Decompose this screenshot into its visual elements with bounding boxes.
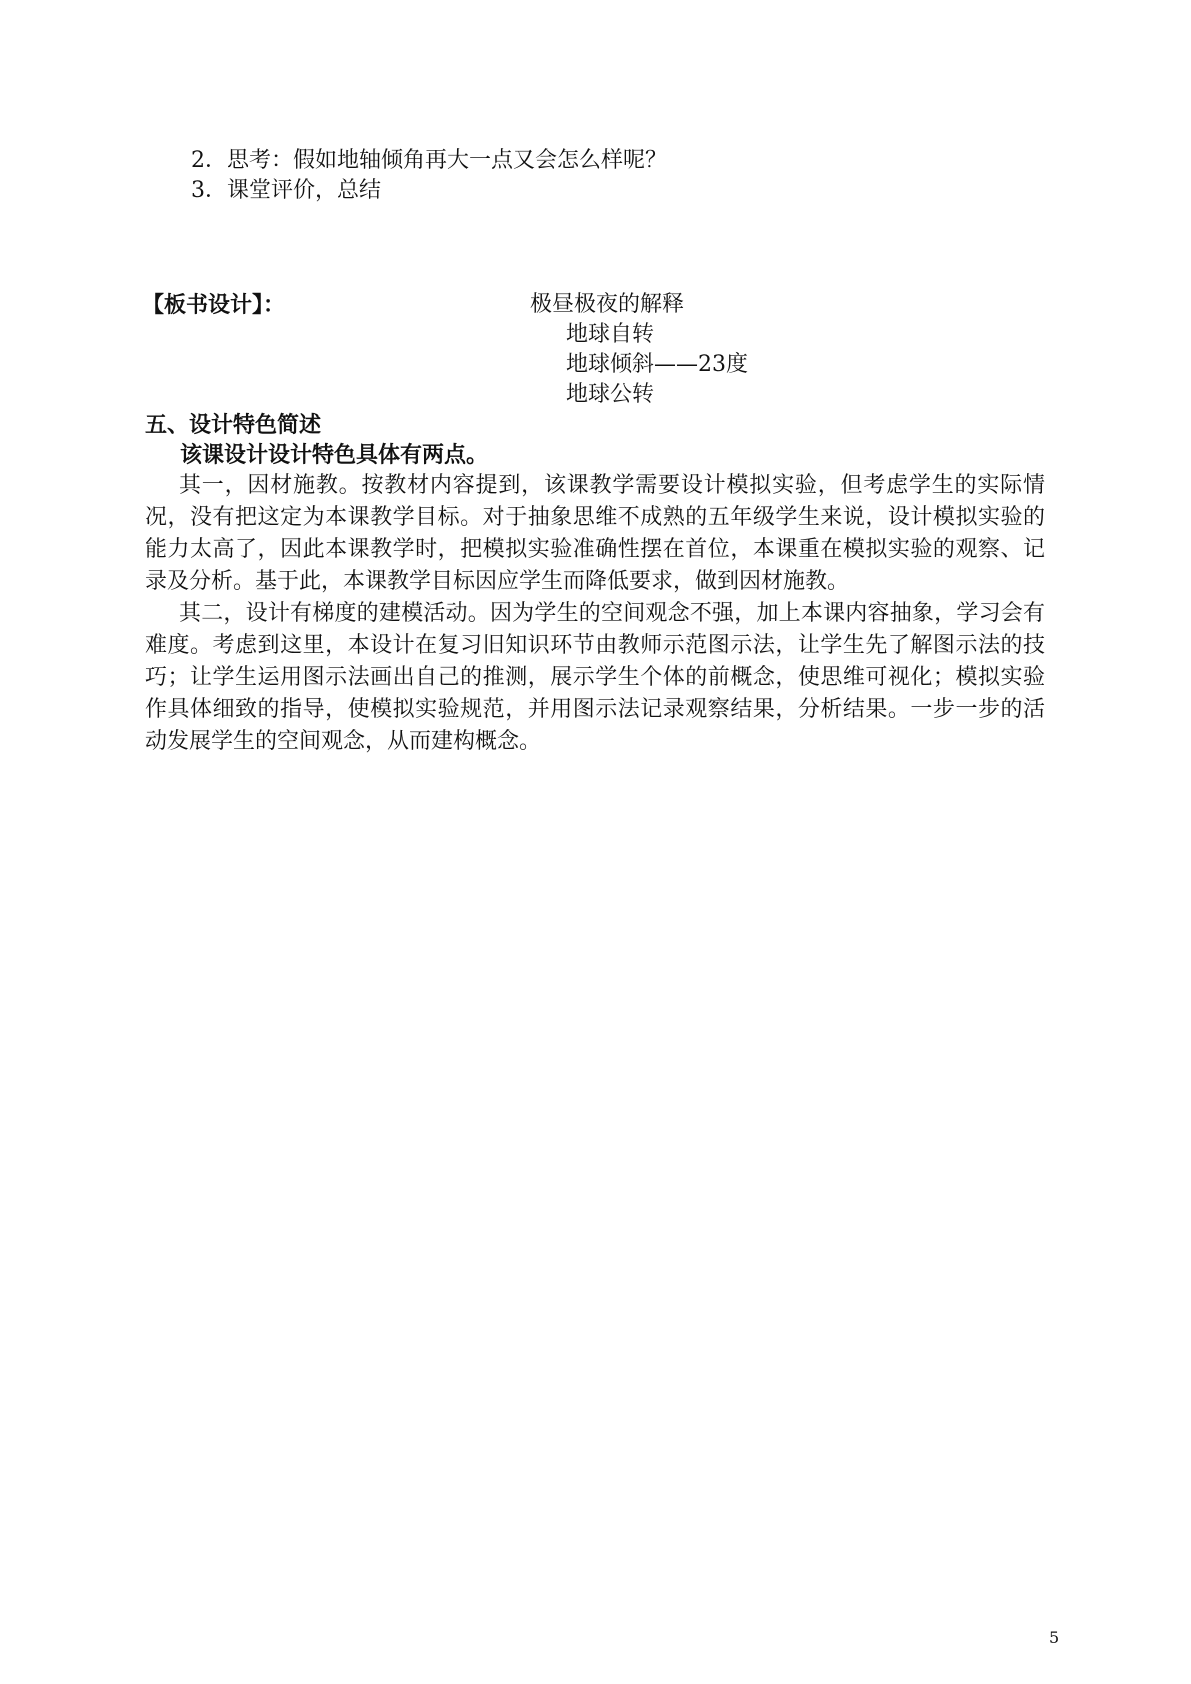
paragraph-first: 其一，因材施教。按教材内容提到，该课教学需要设计模拟实验，但考虑学生的实际情况，没有把这定为本课教学目标。对于抽象思维不成熟的五年级学生来说，设计模拟实验的能力太高了，因此本课教学时，把模拟实验准确性摆在首位，本课重在模拟实验的观察、记录及分析。基于此，本课教学目标因应学生而降低要求，做到因材施教。 [145, 473, 1045, 594]
page-number: 5 [1049, 1628, 1060, 1647]
board-design-title: 极昼极夜的解释 [530, 292, 685, 317]
paragraph-second: 其二，设计有梯度的建模活动。因为学生的空间观念不强，加上本课内容抽象，学习会有难度。考虑到这里，本设计在复习旧知识环节由教师示范图示法，让学生先了解图示法的技巧；让学生运用图示法画出自己的推测，展示学生个体的前概念，使思维可视化；模拟实验作具体细致的指导，使模拟实验规范，并用图示法记录观察结果，分析结果。一步一步的活动发展学生的空间观念，从而建构概念。 [145, 601, 1045, 754]
board-design-line-revolution: 地球公转 [566, 382, 655, 407]
board-design-line-tilt: 地球倾斜——23度 [566, 352, 748, 377]
list-item-think: 2．思考：假如地轴倾角再大一点又会怎么样呢？ [191, 148, 667, 173]
board-design-label: 【板书设计】： [142, 292, 286, 318]
section-heading: 五、设计特色简述 [145, 412, 322, 438]
list-item-summary: 3．课堂评价，总结 [191, 178, 381, 203]
board-design-line-rotation: 地球自转 [566, 322, 655, 347]
section-subheading: 该课设计设计特色具体有两点。 [180, 442, 489, 468]
